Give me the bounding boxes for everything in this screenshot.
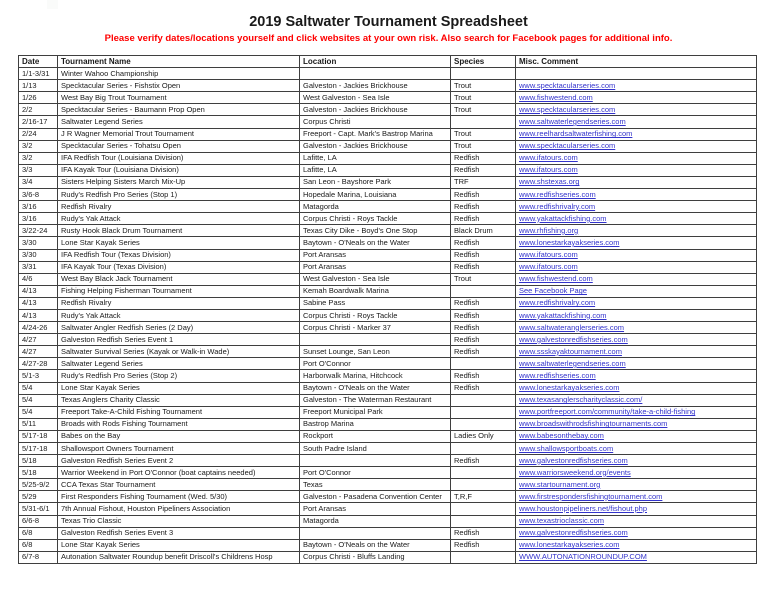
cell-tournament-name: Galveston Redfish Series Event 1 — [58, 334, 300, 346]
tournament-table — [18, 55, 757, 564]
table-row — [19, 104, 757, 116]
cell-date: 4/6 — [19, 273, 58, 285]
cell-location: Port O'Connor — [300, 358, 451, 370]
cell-tournament-name: Lone Star Kayak Series — [58, 539, 300, 551]
cell-misc-comment — [516, 237, 757, 249]
cell-date: 5/4 — [19, 382, 58, 394]
cell-date: 4/27-28 — [19, 358, 58, 370]
table-row — [19, 273, 757, 285]
table-row — [19, 309, 757, 321]
cell-date: 6/8 — [19, 539, 58, 551]
cell-tournament-name: IFA Redfish Tour (Texas Division) — [58, 249, 300, 261]
table-row — [19, 551, 757, 563]
cell-misc-comment — [516, 539, 757, 551]
cell-location: Galveston - Jackies Brickhouse — [300, 140, 451, 152]
comment-link[interactable]: www.yakattackfishing.com — [519, 213, 607, 223]
comment-link[interactable]: www.lonestarkayakseries.com — [519, 383, 620, 393]
cell-location — [300, 334, 451, 346]
comment-link[interactable]: www.redfishrivalry.com — [519, 298, 596, 308]
cell-species: TRF — [451, 176, 516, 188]
cell-misc-comment — [516, 334, 757, 346]
cell-species: Redfish — [451, 237, 516, 249]
cell-date: 1/1-3/31 — [19, 68, 58, 80]
comment-link[interactable]: www.houstonpipeliners.net/fishout.php — [519, 504, 647, 514]
comment-link[interactable]: www.specktacularseries.com — [519, 141, 616, 151]
cell-species: Ladies Only — [451, 430, 516, 442]
cell-location: Harborwalk Marina, Hitchcock — [300, 370, 451, 382]
comment-link[interactable]: www.portfreeport.com/community/take-a-child-fishing — [519, 407, 696, 417]
cell-location: Galveston - The Waterman Restaurant — [300, 394, 451, 406]
comment-link[interactable]: www.ifatours.com — [519, 262, 578, 272]
cell-species: Redfish — [451, 201, 516, 213]
cell-location — [300, 455, 451, 467]
cell-misc-comment — [516, 358, 757, 370]
cell-tournament-name: Specktacular Series - Fishstix Open — [58, 80, 300, 92]
cell-species: Redfish — [451, 189, 516, 201]
comment-link[interactable]: www.ifatours.com — [519, 250, 578, 260]
cell-location: Baytown - O'Neals on the Water — [300, 539, 451, 551]
comment-link[interactable]: www.texasanglerscharityclassic.com/ — [519, 395, 643, 405]
comment-link[interactable]: www.ifatours.com — [519, 153, 578, 163]
comment-link[interactable]: www.reelhardsaltwaterfishing.com — [519, 129, 633, 139]
cell-misc-comment — [516, 225, 757, 237]
comment-link[interactable]: www.shstexas.org — [519, 177, 580, 187]
comment-link[interactable]: See Facebook Page — [519, 286, 587, 296]
comment-link[interactable]: www.redfishseries.com — [519, 370, 596, 380]
comment-link[interactable]: www.specktacularseries.com — [519, 80, 616, 90]
cell-tournament-name: Redfish Rivalry — [58, 297, 300, 309]
cell-date: 1/26 — [19, 92, 58, 104]
cell-location: Galveston - Jackies Brickhouse — [300, 80, 451, 92]
cell-tournament-name: J R Wagner Memorial Trout Tournament — [58, 128, 300, 140]
cell-date: 3/30 — [19, 237, 58, 249]
cell-location: Kemah Boardwalk Marina — [300, 285, 451, 297]
cell-tournament-name: Shallowsport Owners Tournament — [58, 443, 300, 455]
cell-date: 3/16 — [19, 213, 58, 225]
cell-species — [451, 285, 516, 297]
cell-species: Redfish — [451, 370, 516, 382]
cell-location: Matagorda — [300, 201, 451, 213]
comment-link[interactable]: WWW.AUTONATIONROUNDUP.COM — [519, 552, 647, 562]
cell-tournament-name: Freeport Take-A-Child Fishing Tournament — [58, 406, 300, 418]
cell-date: 2/24 — [19, 128, 58, 140]
table-row — [19, 515, 757, 527]
cell-tournament-name: Autonation Saltwater Roundup benefit Driscoll's Childrens Hosp — [58, 551, 300, 563]
cell-misc-comment — [516, 443, 757, 455]
cell-date: 3/3 — [19, 164, 58, 176]
comment-link[interactable]: www.redfishrivalry.com — [519, 201, 596, 211]
cell-species: Black Drum — [451, 225, 516, 237]
comment-link[interactable]: www.firstrespondersfishingtournament.com — [519, 491, 663, 501]
cell-misc-comment — [516, 104, 757, 116]
cell-location: Matagorda — [300, 515, 451, 527]
cell-date: 5/11 — [19, 418, 58, 430]
comment-link[interactable]: www.shallowsportboats.com — [519, 443, 614, 453]
table-row — [19, 527, 757, 539]
cell-misc-comment — [516, 515, 757, 527]
table-header — [19, 56, 757, 68]
comment-link[interactable]: www.ifatours.com — [519, 165, 578, 175]
cell-tournament-name: Fishing Helping Fisherman Tournament — [58, 285, 300, 297]
cell-tournament-name: 7th Annual Fishout, Houston Pipeliners Association — [58, 503, 300, 515]
cell-species — [451, 467, 516, 479]
comment-link[interactable]: www.galvestonredfishseries.com — [519, 455, 628, 465]
cell-misc-comment — [516, 201, 757, 213]
column-header-date: Date — [19, 56, 58, 68]
cell-species: Redfish — [451, 334, 516, 346]
cell-misc-comment — [516, 128, 757, 140]
cell-species: Redfish — [451, 297, 516, 309]
cell-misc-comment — [516, 176, 757, 188]
cell-species — [451, 479, 516, 491]
cell-species: Trout — [451, 104, 516, 116]
cell-tournament-name: Saltwater Survival Series (Kayak or Walk-in Wade) — [58, 346, 300, 358]
cell-date: 4/24-26 — [19, 322, 58, 334]
cell-species: Redfish — [451, 455, 516, 467]
cell-species: Redfish — [451, 309, 516, 321]
cell-species: Redfish — [451, 527, 516, 539]
cell-tournament-name: Redfish Rivalry — [58, 201, 300, 213]
cell-misc-comment — [516, 285, 757, 297]
cell-misc-comment — [516, 164, 757, 176]
cell-location: Sunset Lounge, San Leon — [300, 346, 451, 358]
cell-tournament-name: IFA Kayak Tour (Texas Division) — [58, 261, 300, 273]
table-row — [19, 249, 757, 261]
comment-link[interactable]: www.specktacularseries.com — [519, 104, 616, 114]
table-row — [19, 140, 757, 152]
table-row — [19, 346, 757, 358]
cell-location: Corpus Christi - Roys Tackle — [300, 309, 451, 321]
table-row — [19, 297, 757, 309]
cell-tournament-name: Galveston Redfish Series Event 2 — [58, 455, 300, 467]
cell-location: Port Aransas — [300, 249, 451, 261]
cell-location: Galveston - Pasadena Convention Center — [300, 491, 451, 503]
cell-species: Redfish — [451, 322, 516, 334]
cell-species — [451, 503, 516, 515]
table-row — [19, 116, 757, 128]
cell-species: Redfish — [451, 152, 516, 164]
cell-species — [451, 358, 516, 370]
cell-species — [451, 394, 516, 406]
table-row — [19, 322, 757, 334]
cell-date: 2/2 — [19, 104, 58, 116]
page-subtitle-warning: Please verify dates/locations yourself and click websites at your own risk. Also search for Facebook pages for additional info. — [104, 33, 673, 44]
cell-date: 3/22-24 — [19, 225, 58, 237]
comment-link[interactable]: www.saltwaterlegendseries.com — [519, 358, 626, 368]
cell-species — [451, 116, 516, 128]
table-row — [19, 479, 757, 491]
table-row — [19, 176, 757, 188]
cell-location: Sabine Pass — [300, 297, 451, 309]
comment-link[interactable]: www.lonestarkayakseries.com — [519, 540, 620, 550]
cell-location: Corpus Christi — [300, 116, 451, 128]
cell-date: 4/13 — [19, 297, 58, 309]
cell-tournament-name: First Responders Fishing Tournament (Wed. 5/30) — [58, 491, 300, 503]
cell-species — [451, 443, 516, 455]
cell-location: Hopedale Marina, Louisiana — [300, 189, 451, 201]
cell-date: 5/29 — [19, 491, 58, 503]
cell-date: 6/6-8 — [19, 515, 58, 527]
comment-link[interactable]: www.redfishseries.com — [519, 189, 596, 199]
table-row — [19, 189, 757, 201]
cell-tournament-name: Texas Anglers Charity Classic — [58, 394, 300, 406]
cell-species: Redfish — [451, 213, 516, 225]
cell-tournament-name: Saltwater Legend Series — [58, 358, 300, 370]
cell-tournament-name: Rudy's Yak Attack — [58, 309, 300, 321]
table-row — [19, 68, 757, 80]
cell-species — [451, 418, 516, 430]
table-row — [19, 334, 757, 346]
cell-species: Redfish — [451, 382, 516, 394]
cell-tournament-name: Broads with Rods Fishing Tournament — [58, 418, 300, 430]
cell-date: 4/27 — [19, 334, 58, 346]
cell-misc-comment — [516, 68, 757, 80]
column-header-tournament-name: Tournament Name — [58, 56, 300, 68]
table-row — [19, 80, 757, 92]
table-row — [19, 467, 757, 479]
cell-location: Freeport - Capt. Mark's Bastrop Marina — [300, 128, 451, 140]
comment-link[interactable]: www.lonestarkayakseries.com — [519, 237, 620, 247]
cell-date: 5/4 — [19, 406, 58, 418]
cell-tournament-name: IFA Kayak Tour (Louisiana Division) — [58, 164, 300, 176]
comment-link[interactable]: www.fishwestend.com — [519, 274, 593, 284]
cell-tournament-name: West Bay Black Jack Tournament — [58, 273, 300, 285]
table-row — [19, 213, 757, 225]
cell-date: 3/30 — [19, 249, 58, 261]
comment-link[interactable]: www.warriorsweekend.org/events — [519, 467, 631, 477]
table-row — [19, 358, 757, 370]
cell-tournament-name: Lone Star Kayak Series — [58, 237, 300, 249]
cell-misc-comment — [516, 116, 757, 128]
cell-date: 5/4 — [19, 394, 58, 406]
table-row — [19, 370, 757, 382]
cell-misc-comment — [516, 80, 757, 92]
cell-tournament-name: Rudy's Redfish Pro Series (Stop 1) — [58, 189, 300, 201]
cell-species — [451, 406, 516, 418]
cell-misc-comment — [516, 273, 757, 285]
cell-date: 5/17-18 — [19, 430, 58, 442]
cell-misc-comment — [516, 527, 757, 539]
cell-date: 4/13 — [19, 285, 58, 297]
cell-species: Trout — [451, 92, 516, 104]
cell-species: T,R,F — [451, 491, 516, 503]
cell-species: Trout — [451, 273, 516, 285]
cell-misc-comment — [516, 152, 757, 164]
cell-location: Corpus Christi - Bluffs Landing — [300, 551, 451, 563]
column-header-location: Location — [300, 56, 451, 68]
table-row — [19, 92, 757, 104]
cell-species: Redfish — [451, 261, 516, 273]
cell-date: 3/6-8 — [19, 189, 58, 201]
cell-date: 5/18 — [19, 455, 58, 467]
cell-tournament-name: CCA Texas Star Tournament — [58, 479, 300, 491]
cell-misc-comment — [516, 418, 757, 430]
table-row — [19, 430, 757, 442]
cell-tournament-name: Rudy's Yak Attack — [58, 213, 300, 225]
cell-misc-comment — [516, 92, 757, 104]
cell-misc-comment — [516, 322, 757, 334]
cell-species: Trout — [451, 80, 516, 92]
cell-location: Port O'Connor — [300, 467, 451, 479]
comment-link[interactable]: www.galvestonredfishseries.com — [519, 528, 628, 538]
cell-species: Trout — [451, 128, 516, 140]
cell-misc-comment — [516, 382, 757, 394]
comment-link[interactable]: www.texastrioclassic.com — [519, 516, 605, 526]
cell-date: 4/27 — [19, 346, 58, 358]
cell-tournament-name: Winter Wahoo Championship — [58, 68, 300, 80]
cell-location: Texas City Dike - Boyd's One Stop — [300, 225, 451, 237]
cell-misc-comment — [516, 249, 757, 261]
cell-date: 6/7-8 — [19, 551, 58, 563]
table-row — [19, 237, 757, 249]
cell-tournament-name: Texas Trio Classic — [58, 515, 300, 527]
cell-misc-comment — [516, 491, 757, 503]
cell-date: 5/31-6/1 — [19, 503, 58, 515]
table-row — [19, 503, 757, 515]
cell-location: Lafitte, LA — [300, 152, 451, 164]
cell-date: 5/1-3 — [19, 370, 58, 382]
cell-misc-comment — [516, 455, 757, 467]
table-row — [19, 152, 757, 164]
cell-misc-comment — [516, 370, 757, 382]
comment-link[interactable]: www.saltwaterlegendseries.com — [519, 117, 626, 127]
cell-misc-comment — [516, 503, 757, 515]
cell-date: 5/17-18 — [19, 443, 58, 455]
comment-link[interactable]: www.startournament.org — [519, 479, 601, 489]
cell-species — [451, 551, 516, 563]
cell-location: Baytown - O'Neals on the Water — [300, 237, 451, 249]
cell-tournament-name: Saltwater Legend Series — [58, 116, 300, 128]
cell-misc-comment — [516, 189, 757, 201]
tournament-table-body — [19, 68, 757, 564]
cell-tournament-name: IFA Redfish Tour (Louisiana Division) — [58, 152, 300, 164]
cell-misc-comment — [516, 406, 757, 418]
table-row — [19, 455, 757, 467]
cell-tournament-name: Rudy's Redfish Pro Series (Stop 2) — [58, 370, 300, 382]
comment-link[interactable]: www.babesonthebay.com — [519, 431, 604, 441]
cell-date: 3/2 — [19, 140, 58, 152]
table-row — [19, 164, 757, 176]
cell-species: Trout — [451, 140, 516, 152]
cell-misc-comment — [516, 297, 757, 309]
cell-tournament-name: Sisters Helping Sisters March Mix-Up — [58, 176, 300, 188]
cell-misc-comment — [516, 430, 757, 442]
cell-misc-comment — [516, 213, 757, 225]
cell-tournament-name: Rusty Hook Black Drum Tournament — [58, 225, 300, 237]
comment-link[interactable]: www.ssskayaktournament.com — [519, 346, 622, 356]
cell-date: 2/16-17 — [19, 116, 58, 128]
cell-date: 6/8 — [19, 527, 58, 539]
comment-link[interactable]: www.yakattackfishing.com — [519, 310, 607, 320]
cell-species: Redfish — [451, 539, 516, 551]
cell-date: 4/13 — [19, 309, 58, 321]
cell-location: Baytown - O'Neals on the Water — [300, 382, 451, 394]
cell-location: Bastrop Marina — [300, 418, 451, 430]
cell-location: San Leon - Bayshore Park — [300, 176, 451, 188]
column-header-species: Species — [451, 56, 516, 68]
cell-tournament-name: Galveston Redfish Series Event 3 — [58, 527, 300, 539]
cell-misc-comment — [516, 346, 757, 358]
cell-date: 3/31 — [19, 261, 58, 273]
comment-link[interactable]: www.broadswithrodsfishingtournaments.com — [519, 419, 668, 429]
cell-species — [451, 515, 516, 527]
cell-species: Redfish — [451, 249, 516, 261]
table-row — [19, 418, 757, 430]
cell-species: Redfish — [451, 346, 516, 358]
cell-location: Lafitte, LA — [300, 164, 451, 176]
cell-tournament-name: West Bay Big Trout Tournament — [58, 92, 300, 104]
cell-location: Rockport — [300, 430, 451, 442]
table-row — [19, 128, 757, 140]
cell-misc-comment — [516, 140, 757, 152]
cell-tournament-name: Babes on the Bay — [58, 430, 300, 442]
cell-misc-comment — [516, 394, 757, 406]
table-row — [19, 539, 757, 551]
cell-date: 3/2 — [19, 152, 58, 164]
cell-tournament-name: Saltwater Angler Redfish Series (2 Day) — [58, 322, 300, 334]
cell-species — [451, 68, 516, 80]
cell-tournament-name: Warrior Weekend in Port O'Connor (boat captains needed) — [58, 467, 300, 479]
table-row — [19, 443, 757, 455]
table-row — [19, 285, 757, 297]
table-row — [19, 225, 757, 237]
table-row — [19, 382, 757, 394]
comment-link[interactable]: www.saltwateranglerseries.com — [519, 322, 625, 332]
table-row — [19, 491, 757, 503]
cell-location — [300, 527, 451, 539]
cell-misc-comment — [516, 309, 757, 321]
page-corner-artifact — [47, 0, 58, 9]
cell-tournament-name: Specktacular Series - Baumann Prop Open — [58, 104, 300, 116]
cell-location: Corpus Christi - Marker 37 — [300, 322, 451, 334]
cell-species: Redfish — [451, 164, 516, 176]
cell-misc-comment — [516, 467, 757, 479]
cell-date: 3/16 — [19, 201, 58, 213]
cell-date: 5/25-9/2 — [19, 479, 58, 491]
cell-misc-comment — [516, 261, 757, 273]
table-row — [19, 406, 757, 418]
cell-location: West Galveston - Sea Isle — [300, 273, 451, 285]
column-header-misc-comment: Misc. Comment — [516, 56, 757, 68]
cell-location: West Galveston - Sea Isle — [300, 92, 451, 104]
page-title: 2019 Saltwater Tournament Spreadsheet — [249, 14, 528, 30]
cell-location — [300, 68, 451, 80]
cell-location: Galveston - Jackies Brickhouse — [300, 104, 451, 116]
cell-misc-comment — [516, 479, 757, 491]
cell-date: 5/18 — [19, 467, 58, 479]
cell-tournament-name: Lone Star Kayak Series — [58, 382, 300, 394]
cell-location: Port Aransas — [300, 503, 451, 515]
comment-link[interactable]: www.galvestonredfishseries.com — [519, 334, 628, 344]
cell-date: 1/13 — [19, 80, 58, 92]
cell-location: Port Aransas — [300, 261, 451, 273]
table-row — [19, 394, 757, 406]
cell-location: Corpus Christi - Roys Tackle — [300, 213, 451, 225]
comment-link[interactable]: www.rhfishing.org — [519, 225, 579, 235]
cell-date: 3/4 — [19, 176, 58, 188]
cell-location: South Padre Island — [300, 443, 451, 455]
cell-misc-comment — [516, 551, 757, 563]
table-row — [19, 261, 757, 273]
cell-location: Texas — [300, 479, 451, 491]
cell-location: Freeport Municipal Park — [300, 406, 451, 418]
header-row — [19, 56, 757, 68]
table-row — [19, 201, 757, 213]
comment-link[interactable]: www.fishwestend.com — [519, 92, 593, 102]
cell-tournament-name: Specktacular Series - Tohatsu Open — [58, 140, 300, 152]
